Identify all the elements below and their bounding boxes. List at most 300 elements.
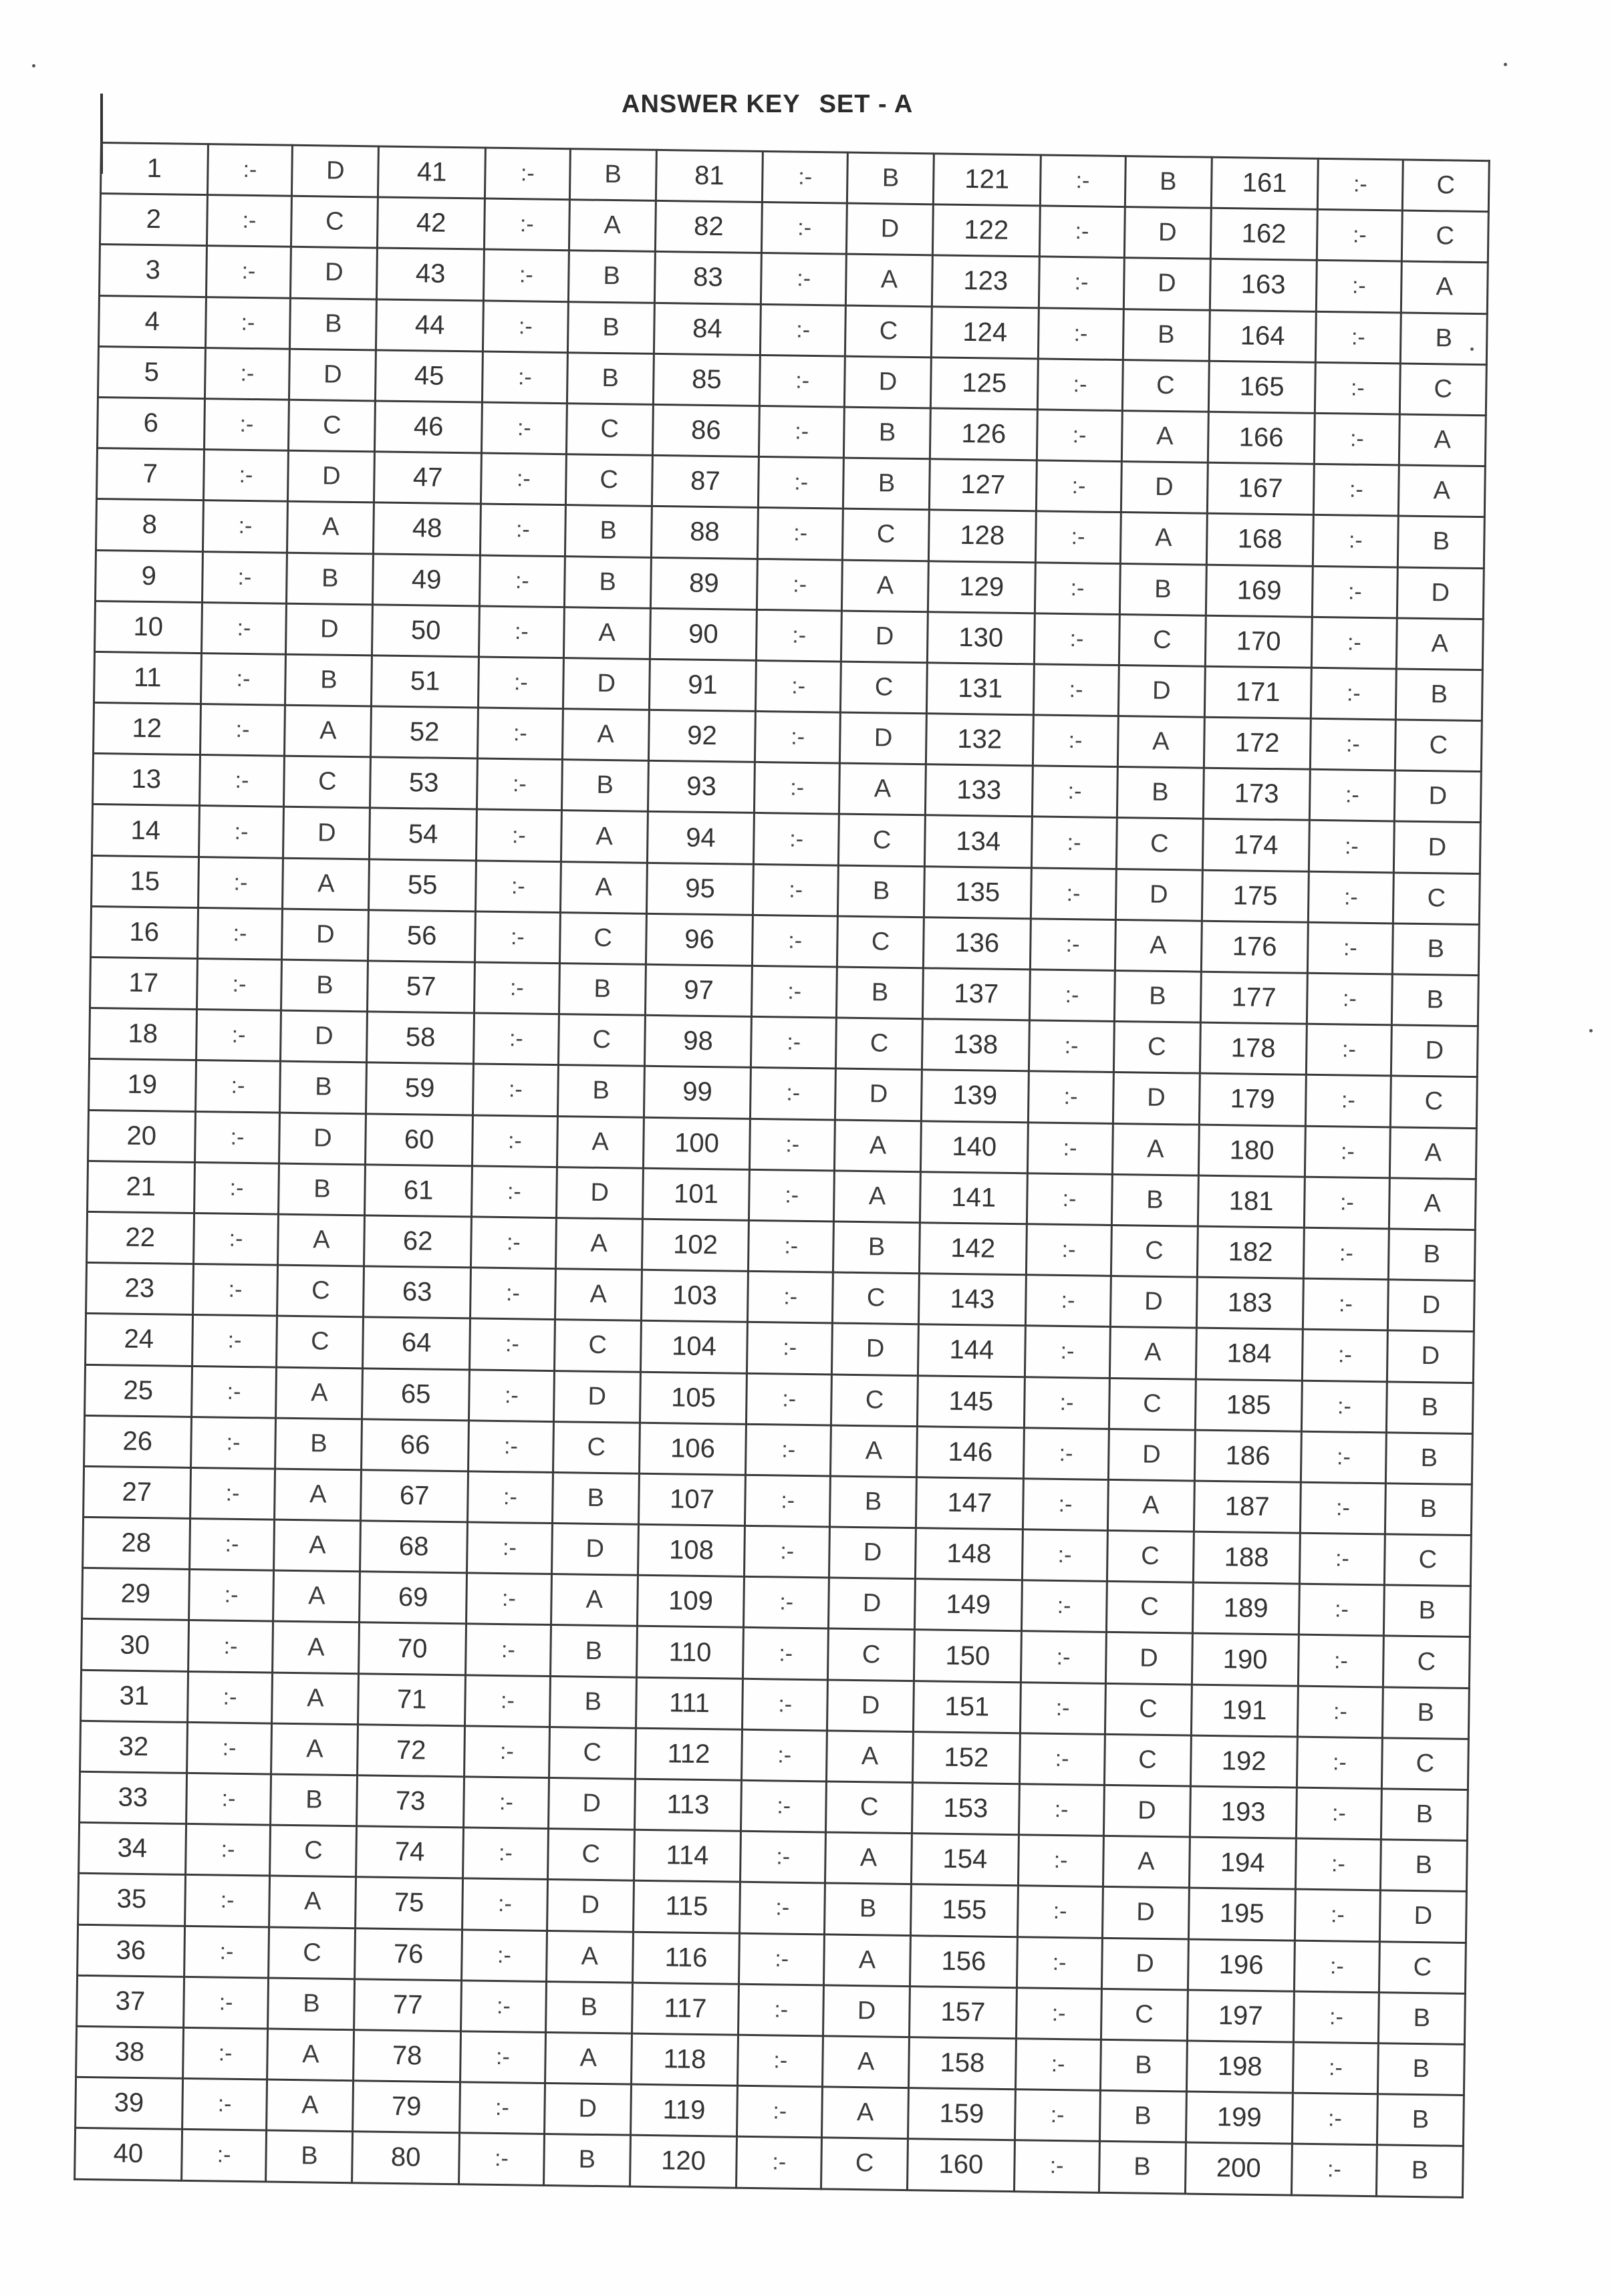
answer-option: B (280, 1062, 367, 1114)
answer-option: A (1401, 261, 1488, 313)
answer-option: B (1388, 1229, 1475, 1281)
question-number: 111 (636, 1677, 743, 1729)
answer-option: B (1385, 1433, 1472, 1485)
separator: :- (1024, 1377, 1109, 1429)
question-number: 29 (82, 1568, 190, 1620)
answer-option: B (1100, 2039, 1187, 2092)
question-number: 156 (910, 1935, 1018, 1987)
separator: :- (481, 453, 566, 505)
answer-option: C (559, 912, 646, 964)
separator: :- (743, 1679, 828, 1731)
separator: :- (204, 399, 289, 451)
question-number: 101 (642, 1168, 750, 1220)
separator: :- (464, 1726, 550, 1778)
set-label: SET - A (819, 90, 914, 118)
separator: :- (202, 551, 287, 603)
answer-option: D (1102, 1887, 1189, 1939)
question-number: 188 (1193, 1532, 1301, 1584)
answer-option: B (565, 505, 652, 557)
question-number: 1 (100, 143, 208, 195)
separator: :- (1309, 770, 1395, 822)
answer-option: D (556, 1167, 643, 1219)
separator: :- (755, 711, 841, 763)
separator: :- (748, 1271, 833, 1323)
page-title (622, 90, 913, 119)
separator: :- (196, 959, 282, 1011)
separator: :- (188, 1570, 274, 1622)
separator: :- (206, 246, 291, 298)
question-number: 109 (637, 1575, 745, 1627)
separator: :- (1021, 1580, 1107, 1632)
separator: :- (763, 151, 848, 203)
answer-option: D (845, 356, 932, 408)
answer-option: B (279, 1163, 366, 1215)
answer-option: C (1106, 1582, 1193, 1634)
separator: :- (1025, 1275, 1111, 1327)
question-number: 193 (1190, 1786, 1297, 1838)
separator: :- (1017, 1936, 1102, 1989)
question-number: 89 (650, 557, 758, 609)
question-number: 150 (914, 1630, 1022, 1682)
separator: :- (757, 609, 842, 662)
question-number: 183 (1196, 1277, 1304, 1329)
question-number: 43 (377, 248, 485, 300)
question-number: 77 (354, 1979, 462, 2031)
answer-option: B (1117, 767, 1204, 819)
separator: :- (207, 195, 292, 247)
separator: :- (193, 1213, 279, 1265)
question-number: 147 (916, 1477, 1024, 1530)
separator: :- (1038, 307, 1123, 360)
separator: :- (1031, 867, 1116, 919)
question-number: 66 (362, 1419, 469, 1471)
answer-option: B (266, 2130, 353, 2182)
question-number: 18 (90, 1008, 197, 1060)
answer-option: A (551, 1574, 638, 1626)
separator: :- (759, 406, 845, 458)
question-number: 123 (932, 255, 1040, 307)
answer-option: A (1109, 1327, 1196, 1379)
answer-option: D (1393, 821, 1480, 873)
question-number: 96 (646, 913, 753, 966)
answer-option: D (1387, 1280, 1474, 1332)
question-number: 163 (1210, 259, 1317, 311)
separator: :- (478, 657, 563, 709)
separator: :- (741, 1780, 827, 1832)
separator: :- (1027, 1173, 1112, 1226)
separator: :- (468, 1421, 553, 1473)
answer-option: D (829, 1578, 916, 1630)
question-number: 33 (80, 1771, 187, 1824)
question-number: 157 (910, 1986, 1017, 2038)
separator: :- (745, 1526, 830, 1578)
answer-option: D (281, 1010, 368, 1062)
separator: :- (465, 1675, 551, 1727)
separator: :- (1315, 311, 1401, 364)
answer-option: B (837, 967, 924, 1019)
separator: :- (762, 202, 847, 255)
answer-option: B (1099, 2142, 1186, 2194)
answer-option: A (562, 709, 649, 761)
question-number: 154 (912, 1834, 1019, 1886)
answer-option: D (1124, 207, 1211, 259)
question-number: 24 (86, 1314, 193, 1366)
answer-option: D (1115, 869, 1202, 921)
answer-option: C (291, 196, 378, 248)
separator: :- (479, 606, 564, 658)
question-number: 20 (88, 1110, 196, 1162)
answer-option: A (842, 560, 929, 612)
separator: :- (1312, 566, 1397, 618)
question-number: 184 (1196, 1328, 1303, 1380)
answer-option: C (1113, 1022, 1200, 1074)
answer-option: A (267, 2079, 354, 2132)
question-number: 12 (94, 703, 201, 755)
question-number: 185 (1195, 1379, 1303, 1431)
separator: :- (201, 602, 287, 654)
separator: :- (1294, 1991, 1379, 2043)
separator: :- (195, 1060, 281, 1113)
answer-option: B (561, 760, 648, 812)
answer-option: B (287, 553, 374, 605)
answer-option: D (1118, 665, 1205, 717)
question-number: 142 (920, 1223, 1027, 1275)
question-number: 21 (88, 1161, 195, 1213)
question-number: 173 (1203, 768, 1311, 820)
answer-option: D (1391, 1025, 1478, 1077)
question-number: 170 (1205, 615, 1313, 668)
answer-option: D (548, 1777, 635, 1830)
separator: :- (1301, 1431, 1387, 1483)
answer-option: C (1111, 1225, 1198, 1277)
separator: :- (757, 559, 843, 611)
question-number: 51 (372, 656, 479, 708)
question-number: 82 (655, 201, 763, 253)
question-number: 166 (1208, 412, 1315, 464)
question-number: 59 (366, 1062, 474, 1115)
separator: :- (1037, 359, 1123, 411)
question-number: 15 (92, 855, 199, 907)
question-number: 186 (1194, 1430, 1302, 1482)
question-number: 104 (640, 1321, 748, 1373)
question-number: 19 (89, 1059, 196, 1111)
question-number: 181 (1198, 1175, 1305, 1228)
separator: :- (199, 755, 285, 807)
question-number: 165 (1208, 361, 1316, 413)
answer-option: C (1101, 1989, 1188, 2041)
answer-option: D (291, 247, 378, 299)
question-number: 34 (79, 1822, 186, 1874)
question-number: 74 (356, 1826, 464, 1878)
question-number: 26 (84, 1415, 192, 1467)
answer-option: A (834, 1171, 921, 1223)
answer-option: D (544, 2084, 631, 2136)
separator: :- (475, 861, 561, 913)
separator: :- (1031, 817, 1117, 869)
question-number: 179 (1199, 1074, 1307, 1126)
separator: :- (1017, 1886, 1103, 1938)
question-number: 130 (928, 611, 1035, 664)
separator: :- (1295, 1890, 1381, 1942)
question-number: 141 (920, 1171, 1028, 1224)
answer-option: C (1105, 1683, 1192, 1735)
separator: :- (1032, 766, 1117, 818)
answer-option: B (1385, 1483, 1472, 1536)
separator: :- (475, 911, 560, 964)
separator: :- (203, 450, 289, 502)
separator: :- (1027, 1122, 1113, 1174)
question-number: 87 (652, 455, 759, 507)
answer-option: A (824, 1934, 911, 1986)
scan-speck (32, 64, 35, 67)
answer-option: A (1121, 410, 1208, 462)
answer-option: C (558, 1014, 645, 1066)
question-number: 65 (362, 1368, 470, 1420)
separator: :- (1302, 1381, 1387, 1433)
separator: :- (760, 355, 845, 407)
answer-option: C (1107, 1530, 1194, 1582)
question-number: 31 (81, 1670, 188, 1722)
answer-option: D (1387, 1330, 1474, 1383)
question-number: 144 (918, 1324, 1026, 1377)
answer-option: C (1122, 360, 1209, 412)
question-number: 23 (86, 1263, 194, 1315)
separator: :- (749, 1169, 835, 1222)
answer-option: A (1103, 1836, 1190, 1888)
separator: :- (485, 148, 570, 200)
separator: :- (1021, 1631, 1106, 1683)
separator: :- (191, 1366, 277, 1418)
answer-option: D (823, 1985, 910, 2037)
answer-option: B (1381, 1789, 1468, 1841)
question-number: 113 (634, 1779, 742, 1831)
separator: :- (750, 1119, 835, 1171)
separator: :- (1305, 1075, 1391, 1127)
question-number: 22 (87, 1211, 194, 1264)
answer-option: C (828, 1628, 915, 1681)
question-number: 190 (1192, 1634, 1299, 1686)
question-number: 11 (94, 652, 202, 704)
answer-option: C (565, 454, 652, 507)
question-number: 139 (922, 1070, 1029, 1122)
separator: :- (749, 1220, 834, 1272)
question-number: 44 (376, 299, 484, 351)
separator: :- (183, 1977, 269, 2029)
separator: :- (1015, 2090, 1100, 2142)
separator: :- (1297, 1737, 1383, 1789)
question-number: 136 (924, 917, 1031, 970)
question-number: 16 (91, 906, 198, 958)
question-number: 137 (923, 968, 1031, 1020)
question-number: 85 (653, 353, 761, 406)
answer-option: D (288, 450, 375, 503)
question-number: 88 (651, 507, 759, 559)
separator: :- (192, 1264, 278, 1316)
answer-option: C (284, 756, 371, 808)
separator: :- (751, 1068, 836, 1120)
separator: :- (751, 1017, 837, 1069)
question-number: 78 (354, 2030, 461, 2082)
answer-option: D (563, 658, 650, 710)
answer-option: B (557, 1065, 644, 1117)
question-number: 164 (1209, 310, 1317, 362)
answer-option: A (283, 858, 370, 910)
question-number: 151 (914, 1681, 1021, 1733)
answer-option: C (821, 2138, 908, 2190)
answer-option: C (1402, 160, 1489, 212)
separator: :- (466, 1522, 552, 1574)
question-number: 63 (364, 1266, 471, 1318)
answer-option: A (569, 200, 656, 252)
answer-option: B (550, 1625, 637, 1677)
answer-option: B (1123, 309, 1210, 361)
question-number: 55 (369, 859, 477, 911)
separator: :- (754, 813, 839, 865)
separator: :- (200, 704, 285, 756)
question-number: 145 (918, 1375, 1025, 1427)
separator: :- (1036, 460, 1121, 513)
answer-option: C (1104, 1734, 1191, 1786)
separator: :- (197, 907, 283, 960)
separator: :- (186, 1773, 271, 1825)
answer-key-body (75, 143, 1490, 2197)
question-number: 159 (908, 2088, 1016, 2140)
separator: :- (194, 1111, 280, 1163)
separator: :- (476, 809, 561, 861)
answer-option: C (1393, 873, 1480, 925)
question-number: 28 (83, 1517, 190, 1569)
separator: :- (758, 508, 843, 560)
separator: :- (1035, 511, 1121, 563)
answer-option: A (267, 2029, 354, 2081)
answer-option: D (1108, 1429, 1195, 1481)
separator: :- (740, 1882, 825, 1934)
answer-option: C (843, 509, 930, 561)
answer-option: A (1115, 919, 1202, 972)
answer-option: A (273, 1570, 360, 1622)
question-number: 126 (930, 408, 1038, 460)
separator: :- (1317, 210, 1402, 262)
answer-option: B (1125, 156, 1212, 208)
question-number: 46 (375, 401, 483, 453)
answer-option: D (547, 1880, 634, 1932)
question-number: 127 (930, 459, 1037, 511)
question-number: 36 (78, 1924, 185, 1977)
separator: :- (1033, 715, 1118, 767)
separator: :- (462, 1929, 547, 1981)
question-number: 41 (378, 146, 486, 198)
question-number: 5 (98, 346, 205, 398)
question-number: 200 (1185, 2142, 1293, 2194)
separator: :- (482, 351, 567, 404)
answer-option: B (847, 152, 934, 204)
separator: :- (1039, 257, 1124, 309)
answer-option: B (568, 251, 655, 303)
separator: :- (184, 1926, 269, 1978)
question-number: 4 (98, 295, 206, 347)
question-number: 178 (1200, 1022, 1307, 1074)
separator: :- (1033, 664, 1119, 716)
separator: :- (745, 1475, 831, 1527)
separator: :- (469, 1318, 555, 1371)
answer-option: B (1383, 1585, 1470, 1637)
answer-option: D (553, 1371, 640, 1423)
question-number: 131 (927, 663, 1035, 715)
answer-option: A (273, 1622, 360, 1674)
question-number: 174 (1202, 819, 1310, 871)
question-number: 9 (96, 550, 203, 602)
answer-option: B (290, 298, 377, 350)
separator: :- (1315, 362, 1400, 414)
answer-option: B (830, 1476, 917, 1528)
question-number: 68 (360, 1521, 468, 1573)
separator: :- (742, 1729, 827, 1781)
question-number: 53 (370, 757, 478, 809)
answer-option: B (1119, 563, 1206, 615)
answer-option: A (274, 1520, 361, 1572)
question-number: 102 (642, 1219, 749, 1271)
separator: :- (465, 1624, 551, 1676)
separator: :- (205, 347, 290, 400)
answer-option: B (825, 1883, 912, 1935)
answer-option: B (549, 1676, 636, 1728)
separator: :- (1020, 1682, 1105, 1734)
answer-option: C (1395, 720, 1482, 772)
answer-option: B (559, 964, 646, 1016)
separator: :- (466, 1573, 551, 1625)
separator: :- (1316, 261, 1401, 313)
question-number: 149 (915, 1579, 1023, 1631)
separator: :- (1298, 1686, 1383, 1738)
answer-option: C (1383, 1636, 1470, 1688)
separator: :- (196, 1010, 281, 1062)
question-number: 64 (363, 1317, 471, 1369)
answer-option: D (1379, 1890, 1466, 1943)
separator: :- (1028, 1071, 1113, 1123)
separator: :- (1310, 718, 1395, 770)
question-number: 168 (1206, 514, 1314, 566)
answer-option: B (1378, 1993, 1465, 2045)
question-number: 3 (99, 245, 207, 297)
question-number: 120 (630, 2135, 737, 2187)
answer-option: D (1103, 1785, 1190, 1837)
question-number: 25 (85, 1365, 192, 1417)
answer-option: B (285, 654, 372, 706)
question-number: 197 (1187, 1990, 1295, 2042)
answer-option: C (553, 1421, 640, 1473)
answer-option: D (1101, 1938, 1188, 1990)
answer-option: B (1377, 2043, 1464, 2096)
question-number: 8 (96, 499, 204, 551)
answer-option: A (1112, 1123, 1199, 1175)
answer-option: B (275, 1418, 362, 1470)
question-number: 176 (1201, 921, 1309, 973)
question-number: 70 (359, 1622, 466, 1675)
separator: :- (1307, 922, 1393, 974)
question-number: 196 (1188, 1939, 1295, 1991)
question-number: 172 (1204, 717, 1311, 769)
answer-option: A (276, 1367, 363, 1419)
answer-option: D (1105, 1632, 1192, 1685)
separator: :- (736, 2137, 822, 2189)
answer-option: C (826, 1781, 913, 1834)
answer-option: C (833, 1272, 920, 1324)
answer-option: A (272, 1673, 359, 1725)
question-number: 69 (360, 1572, 467, 1624)
question-number: 100 (643, 1117, 751, 1169)
separator: :- (1295, 1941, 1380, 1993)
scan-speck (1470, 347, 1474, 351)
